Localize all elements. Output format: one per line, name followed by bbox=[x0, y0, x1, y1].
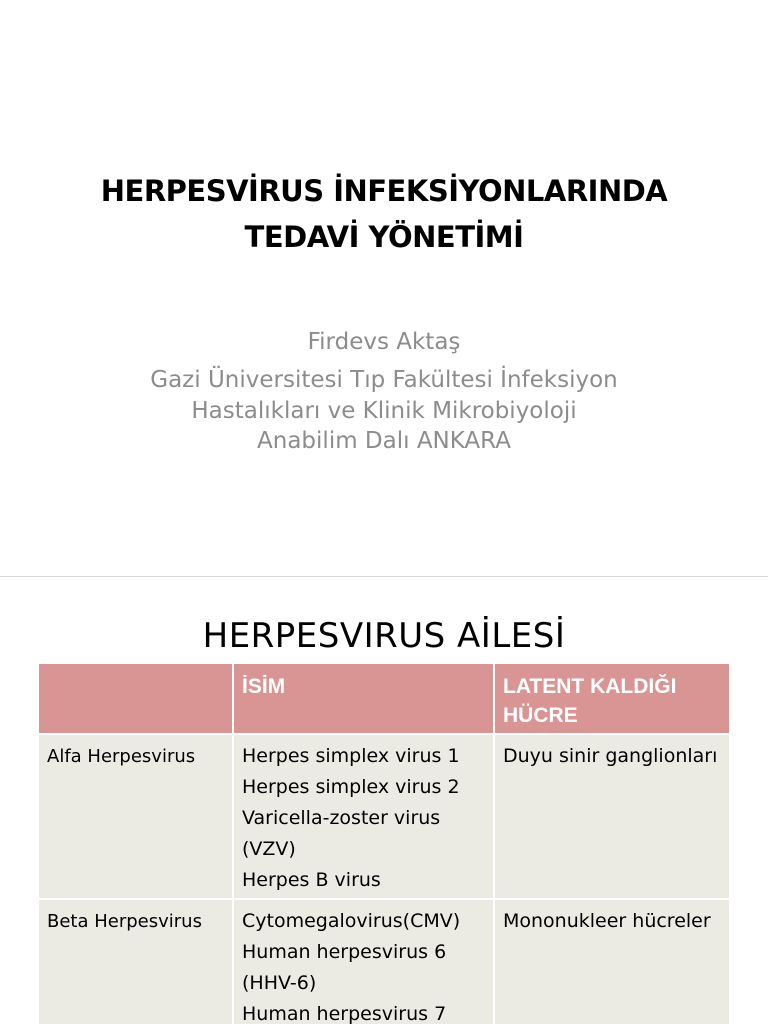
title-line-2: TEDAVİ YÖNETİMİ bbox=[244, 220, 524, 254]
virus-name: Herpes simplex virus 2 bbox=[242, 776, 460, 798]
table-row bbox=[39, 734, 729, 899]
herpesvirus-table bbox=[39, 664, 729, 1024]
title-line-1: HERPESVİRUS İNFEKSİYONLARINDA bbox=[100, 174, 668, 208]
author-name: Firdevs Aktaş bbox=[307, 329, 461, 355]
latent-cell: Duyu sinir ganglionları bbox=[494, 734, 729, 899]
virus-name: Herpes simplex virus 1 bbox=[242, 745, 460, 767]
virus-name: Human herpesvirus 6 (HHV-6) bbox=[242, 941, 447, 994]
family-cell: Beta Herpesvirus bbox=[39, 899, 233, 1024]
header-family bbox=[39, 664, 233, 734]
table-row bbox=[39, 899, 729, 1024]
virus-name: Herpes B virus bbox=[242, 869, 381, 891]
latent-cell: Mononukleer hücreler bbox=[494, 899, 729, 1024]
presentation-title bbox=[20, 168, 748, 260]
affiliation-line-1: Gazi Üniversitesi Tıp Fakültesi İnfeksiyon bbox=[150, 367, 618, 393]
table-header-row bbox=[39, 664, 729, 734]
affiliation-line-3: Anabilim Dalı ANKARA bbox=[257, 428, 511, 454]
names-cell bbox=[233, 899, 494, 1024]
virus-name: Varicella-zoster virus (VZV) bbox=[242, 807, 441, 860]
family-cell: Alfa Herpesvirus bbox=[39, 734, 233, 899]
slide-title: HERPESVIRUS AİLESİ bbox=[202, 616, 566, 656]
header-name: İSİM bbox=[233, 664, 494, 734]
header-latent-cell: LATENT KALDIĞI HÜCRE bbox=[494, 664, 729, 734]
affiliation-line-2: Hastalıkları ve Klinik Mikrobiyoloji bbox=[191, 398, 577, 424]
names-cell bbox=[233, 734, 494, 899]
virus-name: Cytomegalovirus(CMV) bbox=[242, 910, 461, 932]
slide-divider bbox=[0, 576, 768, 577]
presentation-subtitle bbox=[40, 326, 728, 456]
virus-name: Human herpesvirus 7 bbox=[242, 1003, 447, 1024]
